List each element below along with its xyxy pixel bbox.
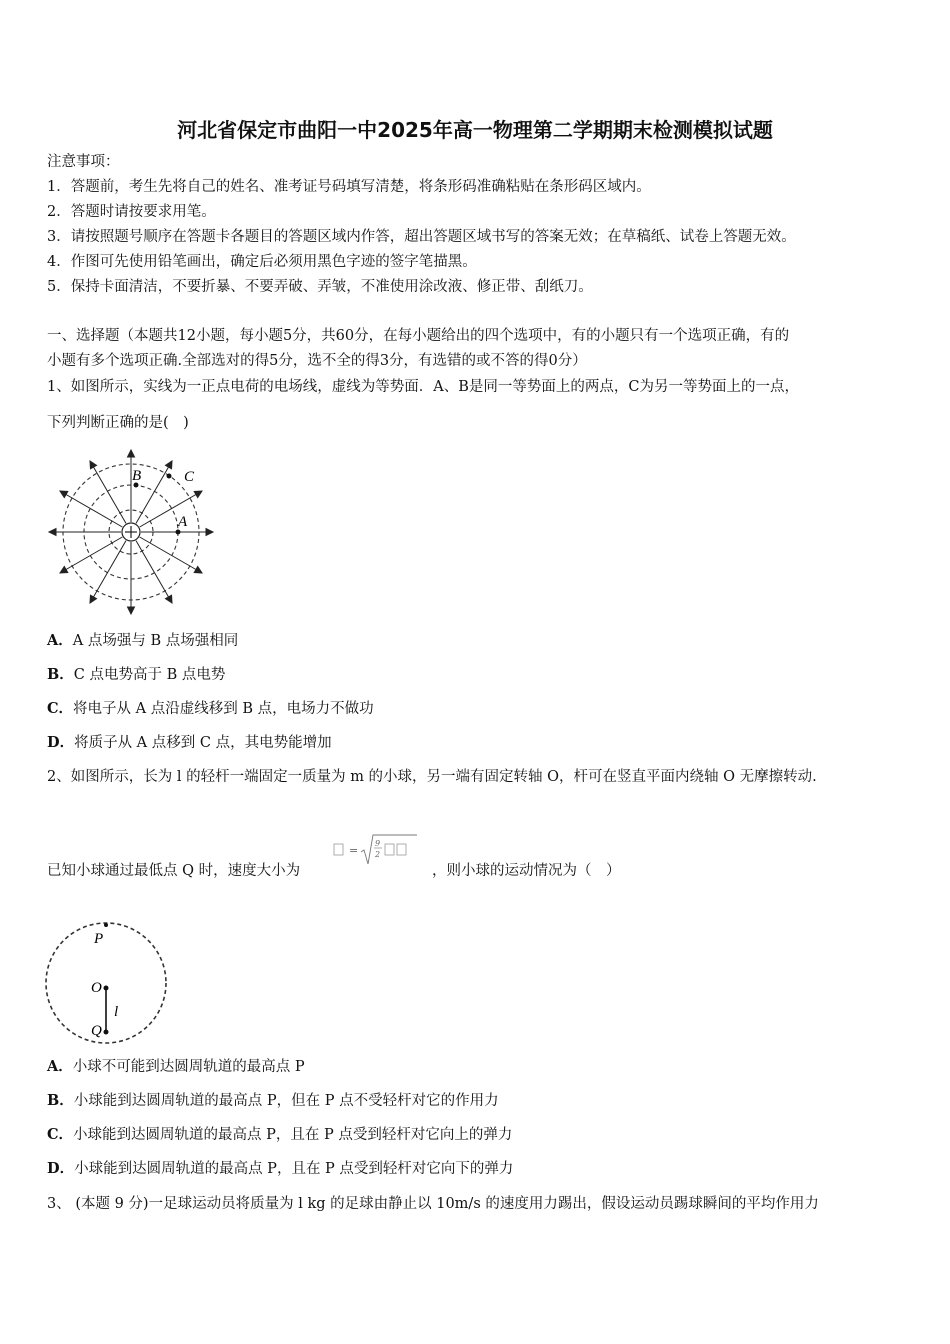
point-b-label: B bbox=[132, 468, 142, 484]
q2-option-d: D．小球能到达圆周轨道的最高点 P，且在 P 点受到轻杆对它向下的弹力 bbox=[47, 1160, 514, 1177]
arrowhead bbox=[60, 491, 68, 498]
q1-option-d: D．将质子从 A 点移到 C 点，其电势能增加 bbox=[47, 734, 332, 751]
point-o-label: O bbox=[91, 980, 102, 996]
field-line bbox=[90, 541, 126, 603]
field-line bbox=[60, 537, 122, 573]
notice-item: 1．答题前，考生先将自己的姓名、准考证号码填写清楚，将条形码准确粘贴在条形码区域内。 bbox=[47, 179, 651, 195]
arrowhead bbox=[90, 461, 97, 469]
point-c-label: C bbox=[184, 469, 195, 485]
field-line bbox=[136, 541, 172, 603]
section-heading-cont: 小题有多个选项正确.全部选对的得5分，选不全的得3分，有选错的或不答的得0分） bbox=[47, 353, 587, 369]
speed-formula bbox=[333, 832, 419, 872]
arrowhead bbox=[165, 595, 172, 603]
notice-item: 4．作图可先使用铅笔画出，确定后必须用黑色字迹的签字笔描黑。 bbox=[47, 254, 477, 270]
formula-denominator: 2 bbox=[375, 850, 381, 859]
point-p-label: P bbox=[94, 931, 104, 947]
q1-option-a: A．A 点场强与 B 点场强相同 bbox=[47, 632, 239, 649]
q2-option-a: A．小球不可能到达圆周轨道的最高点 P bbox=[47, 1058, 305, 1075]
field-line-figure bbox=[45, 447, 220, 619]
notice-heading: 注意事项： bbox=[47, 154, 120, 170]
arrowhead bbox=[194, 566, 202, 573]
field-line bbox=[140, 537, 202, 573]
q1-option-b: B．C 点电势高于 B 点电势 bbox=[47, 666, 226, 683]
arrowhead bbox=[90, 595, 97, 603]
notice-item: 2．答题时请按要求用笔。 bbox=[47, 204, 216, 220]
point-a-label: A bbox=[178, 514, 188, 530]
q2-option-b: B．小球能到达圆周轨道的最高点 P，但在 P 点不受轻杆对它的作用力 bbox=[47, 1092, 499, 1109]
q2-option-c: C．小球能到达圆周轨道的最高点 P，且在 P 点受到轻杆对它向上的弹力 bbox=[47, 1126, 513, 1143]
field-line bbox=[90, 461, 126, 523]
arrowhead bbox=[165, 461, 172, 469]
arrowhead bbox=[60, 566, 68, 573]
arrowhead bbox=[194, 491, 202, 498]
section-heading: 一、选择题（本题共12小题，每小题5分，共60分，在每小题给出的四个选项中，有的小题只有一个选项正确，有的 bbox=[47, 328, 790, 344]
svg-text:=: = bbox=[349, 844, 359, 857]
point-q-label: Q bbox=[91, 1023, 102, 1039]
field-line bbox=[136, 461, 172, 523]
arrowhead bbox=[128, 450, 135, 457]
page-title: 河北省保定市曲阳一中2025年高一物理第二学期期末检测模拟试题 bbox=[177, 118, 773, 142]
q1-stem: 1、如图所示，实线为一正点电荷的电场线，虚线为等势面．A、B是同一等势面上的两点，C为另一等势面上的一点， bbox=[47, 379, 799, 395]
q1-option-c: C．将电子从 A 点沿虚线移到 B 点，电场力不做功 bbox=[47, 700, 374, 717]
rod-length-label: l bbox=[114, 1004, 119, 1020]
arrowhead bbox=[206, 529, 213, 536]
q3-stem: 3、 (本题 9 分)一足球运动员将质量为 l kg 的足球由静止以 10m/s 的速度用力踢出，假设运动员踢球瞬间的平均作用力 bbox=[47, 1196, 819, 1212]
field-line bbox=[60, 491, 122, 527]
rod-circle-figure bbox=[40, 920, 172, 1044]
q2-stem: 2、如图所示，长为 l 的轻杆一端固定一质量为 m 的小球，另一端有固定转轴 O，杆可在竖直平面内绕轴 O 无摩擦转动. bbox=[47, 769, 817, 785]
q2-stem-post: ，则小球的运动情况为（ ） bbox=[432, 863, 621, 879]
formula-numerator: 9 bbox=[375, 839, 381, 848]
q1-stem-cont: 下列判断正确的是( ) bbox=[47, 415, 189, 431]
arrowhead bbox=[49, 529, 56, 536]
field-line bbox=[140, 491, 202, 527]
arrowhead bbox=[128, 607, 135, 614]
notice-item: 3．请按照题号顺序在答题卡各题目的答题区域内作答，超出答题区域书写的答案无效；在草稿纸、试卷上答题无效。 bbox=[47, 229, 796, 245]
q2-stem-pre: 已知小球通过最低点 Q 时，速度大小为 bbox=[47, 863, 301, 879]
notice-item: 5．保持卡面清洁，不要折暴、不要弄破、弄皱，不准使用涂改液、修正带、刮纸刀。 bbox=[47, 279, 593, 295]
